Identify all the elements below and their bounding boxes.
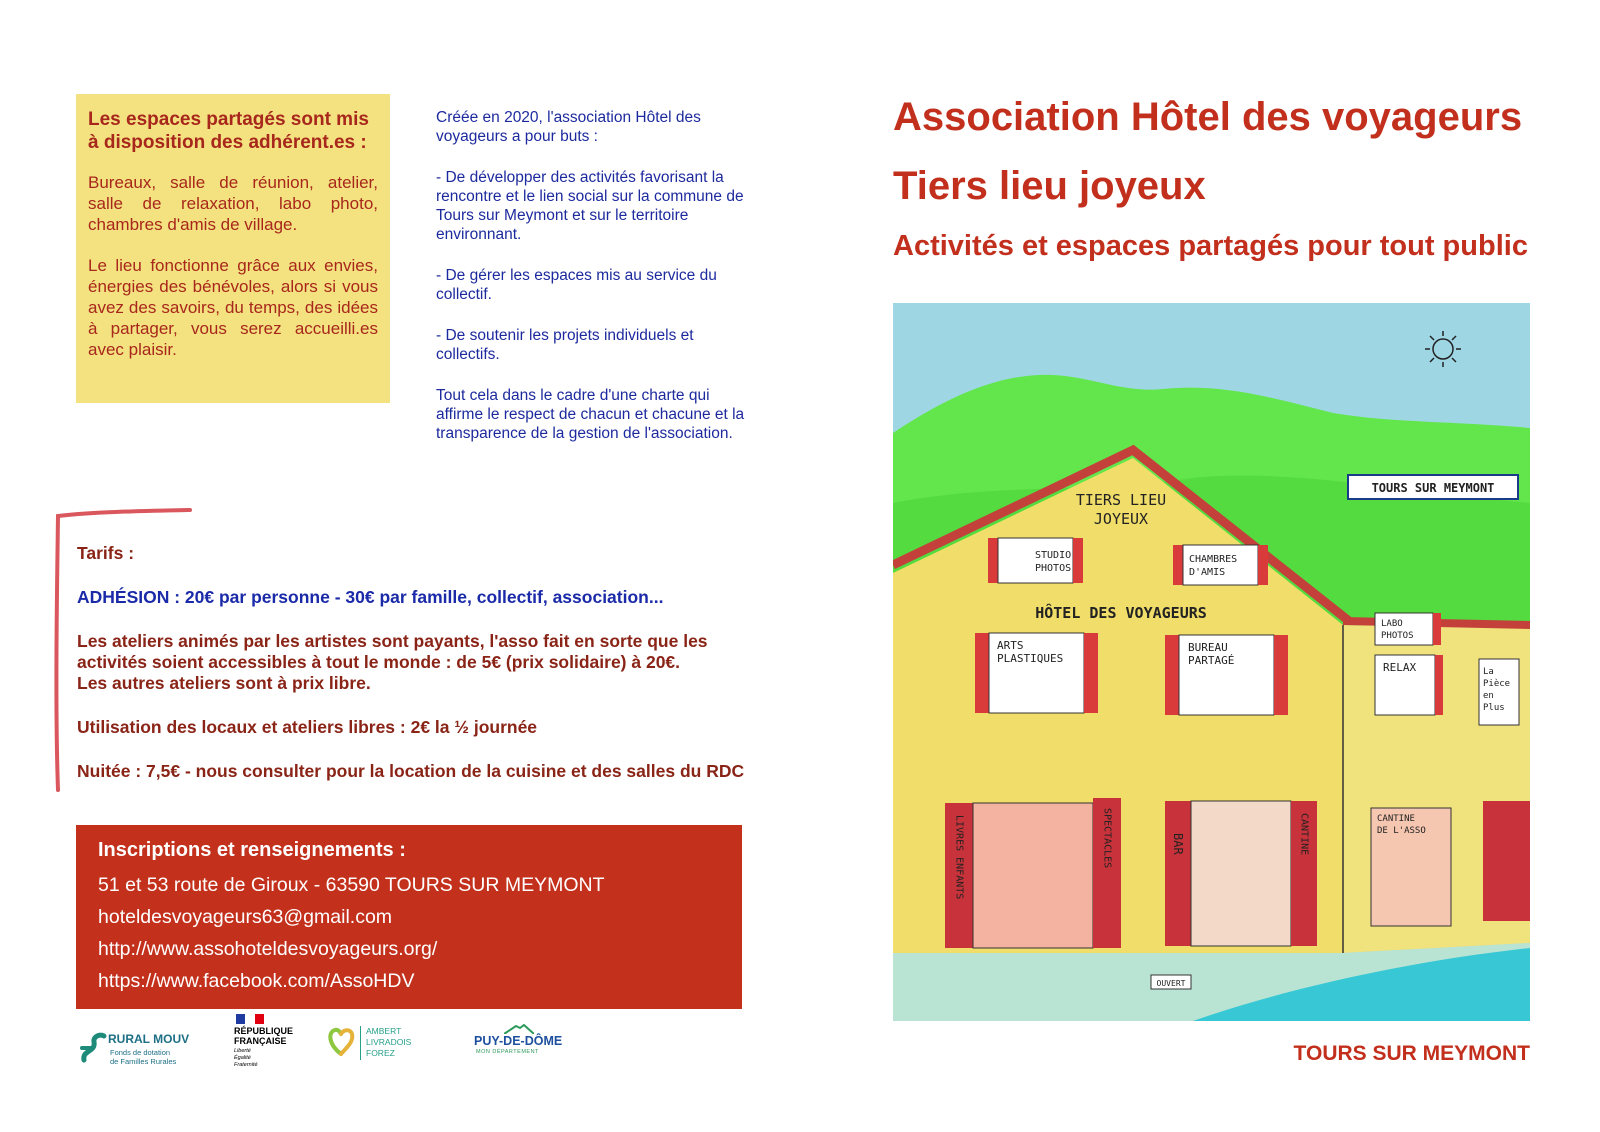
contact-address: 51 et 53 route de Giroux - 63590 TOURS SUR MEYMONT bbox=[98, 874, 605, 896]
relax-window bbox=[1375, 655, 1443, 715]
kids-books-door bbox=[945, 803, 1093, 948]
contact-title: Inscriptions et renseignements : bbox=[98, 839, 406, 861]
contact-facebook[interactable]: https://www.facebook.com/AssoHDV bbox=[98, 970, 415, 992]
svg-text:en: en bbox=[1483, 691, 1494, 701]
svg-text:CANTINE: CANTINE bbox=[1298, 813, 1310, 856]
goal-item: - De développer des activités favorisant la rencontre et le lien social sur la commune de Tours sur Meymont et sur le territoire environnant. bbox=[436, 169, 744, 243]
shared-office-window bbox=[1165, 635, 1288, 715]
svg-text:DE L'ASSO: DE L'ASSO bbox=[1377, 826, 1426, 836]
subtitle: Activités et espaces partagés pour tout public bbox=[893, 230, 1528, 262]
footer-town: TOURS SUR MEYMONT bbox=[1293, 1042, 1530, 1065]
premises-price: Utilisation des locaux et ateliers libres : 2€ la ½ journée bbox=[77, 717, 538, 737]
contact-website[interactable]: http://www.assohoteldesvoyageurs.org/ bbox=[98, 938, 438, 960]
svg-text:D'AMIS: D'AMIS bbox=[1189, 567, 1226, 578]
photo-lab-window bbox=[1375, 613, 1441, 645]
secondary-title: Tiers lieu joyeux bbox=[893, 164, 1206, 208]
svg-text:PHOTOS: PHOTOS bbox=[1381, 631, 1414, 641]
svg-text:BUREAU: BUREAU bbox=[1188, 641, 1228, 654]
contact-email[interactable]: hoteldesvoyageurs63@gmail.com bbox=[98, 906, 393, 928]
svg-text:LIVRES ENFANTS: LIVRES ENFANTS bbox=[953, 815, 965, 900]
association-canteen bbox=[1371, 801, 1530, 926]
goal-item: - De soutenir les projets individuels et collectifs. bbox=[436, 327, 694, 363]
contact-box bbox=[76, 825, 742, 1009]
volcano-icon bbox=[504, 1024, 534, 1034]
svg-text:Plus: Plus bbox=[1483, 703, 1505, 713]
shared-spaces-heading: Les espaces partagés sont mis à disposition des adhérent.es : bbox=[88, 109, 369, 153]
puy-de-dome-logo: PUY-DE-DÔME MON DÉPARTEMENT bbox=[474, 1020, 558, 1060]
svg-text:SPECTACLES: SPECTACLES bbox=[1101, 808, 1113, 869]
bar-door bbox=[1165, 801, 1291, 946]
charter-text: Tout cela dans le cadre d'une charte qui affirme le respect de chacun et chacune et la transparence de la gestion de l'association. bbox=[436, 387, 745, 442]
svg-text:OUVERT: OUVERT bbox=[1156, 979, 1186, 988]
guest-rooms-window bbox=[1173, 545, 1268, 585]
hotel-watercolor-illustration bbox=[893, 303, 1530, 1021]
open-sign bbox=[1151, 975, 1191, 989]
svg-text:PLASTIQUES: PLASTIQUES bbox=[997, 652, 1064, 665]
main-title: Association Hôtel des voyageurs bbox=[893, 95, 1523, 139]
svg-text:PHOTOS: PHOTOS bbox=[1035, 563, 1072, 574]
svg-text:ARTS: ARTS bbox=[997, 639, 1024, 652]
roof-text-line1: TIERS LIEU bbox=[1075, 491, 1167, 509]
svg-text:STUDIO: STUDIO bbox=[1035, 550, 1072, 561]
marianne-icon bbox=[236, 1014, 264, 1024]
svg-text:LABO: LABO bbox=[1381, 619, 1403, 629]
rural-mouv-icon bbox=[80, 1030, 108, 1066]
goals-intro: Créée en 2020, l'association Hôtel des voyageurs a pour buts : bbox=[436, 109, 701, 145]
shared-spaces-list: Bureaux, salle de réunion, atelier, salle de relaxation, labo photo, chambres d'amis de village. bbox=[88, 173, 378, 234]
svg-text:BAR: BAR bbox=[1171, 833, 1185, 855]
association-goals bbox=[436, 108, 746, 465]
pricing-section bbox=[77, 543, 757, 805]
shared-spaces-box bbox=[76, 94, 390, 403]
svg-text:CANTINE: CANTINE bbox=[1377, 814, 1415, 824]
roof-text-line2: JOYEUX bbox=[1093, 510, 1149, 528]
svg-text:CHAMBRES: CHAMBRES bbox=[1189, 554, 1238, 565]
night-price: Nuitée : 7,5€ - nous consulter pour la location de la cuisine et des salles du RDC bbox=[77, 761, 745, 781]
republique-francaise-logo: RÉPUBLIQUE FRANÇAISE Liberté Égalité Fraternité bbox=[234, 1014, 304, 1074]
ambert-livradois-forez-logo: AMBERT LIVRADOIS FOREZ bbox=[326, 1020, 422, 1064]
extra-room-window bbox=[1479, 659, 1519, 725]
shared-spaces-volunteers: Le lieu fonctionne grâce aux envies, énergies des bénévoles, alors si vous avez des savoirs, du temps, des idées à partager, vous serez accueilli.es avec plaisir. bbox=[88, 256, 378, 359]
shows-door bbox=[1093, 798, 1121, 948]
workshop-price: Les ateliers animés par les artistes sont payants, l'asso fait en sorte que les activités soient accessibles à tout le monde : de 5€ (prix solidaire) à 20€. bbox=[77, 631, 708, 672]
heart-icon bbox=[326, 1024, 356, 1058]
svg-text:RELAX: RELAX bbox=[1383, 661, 1417, 674]
pricing-heading: Tarifs : bbox=[77, 543, 135, 563]
svg-text:La: La bbox=[1483, 667, 1494, 677]
goal-item: - De gérer les espaces mis au service du collectif. bbox=[436, 267, 717, 303]
membership-price: ADHÉSION : 20€ par personne - 30€ par famille, collectif, association... bbox=[77, 587, 664, 607]
rural-mouv-logo: RURAL MOUV Fonds de dotation de Familles Rurales bbox=[80, 1020, 198, 1070]
town-sign-text: TOURS SUR MEYMONT bbox=[1371, 481, 1495, 495]
canteen-door bbox=[1291, 801, 1317, 946]
svg-text:PARTAGÉ: PARTAGÉ bbox=[1188, 654, 1235, 667]
free-workshops: Les autres ateliers sont à prix libre. bbox=[77, 673, 371, 693]
svg-text:Pièce: Pièce bbox=[1483, 679, 1511, 689]
studio-window bbox=[988, 538, 1083, 583]
hotel-name-text: HÔTEL DES VOYAGEURS bbox=[1035, 604, 1207, 622]
arts-window bbox=[975, 633, 1098, 713]
